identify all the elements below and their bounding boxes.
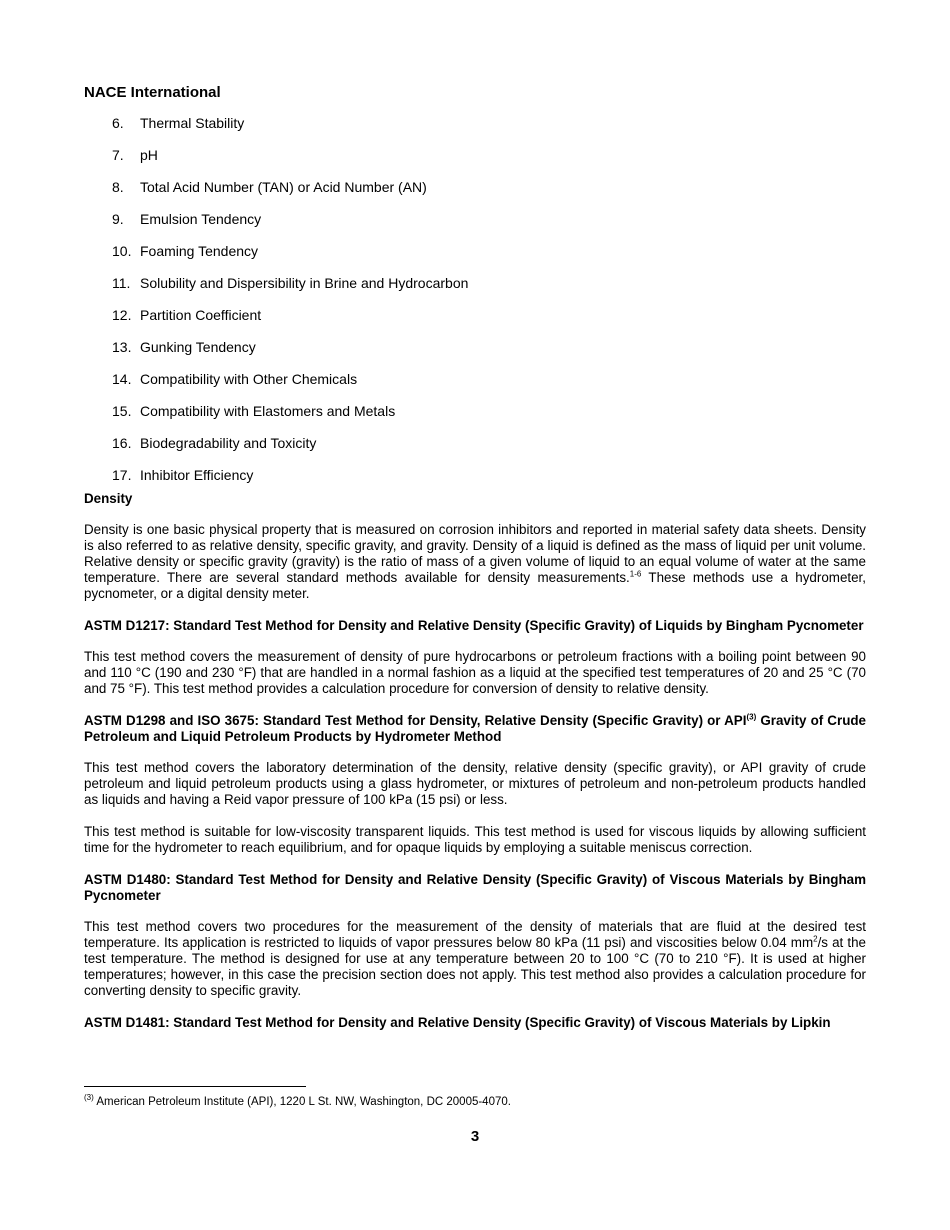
list-item: 6. Thermal Stability — [112, 115, 245, 131]
section-title-density: Density — [84, 491, 133, 506]
list-item: 7. pH — [112, 147, 158, 163]
page-number: 3 — [470, 1128, 480, 1145]
footnote: $^{(3)}$ American Petroleum Institute (API), 1220 L St. NW, Washington, DC 20005-4070. — [84, 1093, 511, 1108]
list-item: 15. Compatibility with Elastomers and Metals — [112, 403, 396, 419]
property-list — [84, 115, 866, 491]
footnote-marker: (3) — [746, 712, 757, 722]
d1217-paragraph: This test method covers the measurement of density of pure hydrocarbons or petroleum fractions with a boiling point between 90 and 110 °C (190 and 230 °F) that are handled in a normal fashion as a liquid at the specified test temperatures of 20 and 25 °C (70 and 75 °F). This test method provides a calculation procedure for conversion of density to relative density. — [84, 649, 866, 696]
list-item: 14. Compatibility with Other Chemicals — [112, 371, 358, 387]
d1298-paragraph-2: This test method is suitable for low-viscosity transparent liquids. This test method is used for viscous liquids by allowing sufficient time for the hydrometer to reach equilibrium, and for opaque liquids by employing a suitable meniscus correction. — [84, 824, 866, 855]
d1298-paragraph-1: This test method covers the laboratory determination of the density, relative density (specific gravity), or API gravity of crude petroleum and liquid petroleum products using a glass hydrometer, or mixtures of petroleum and non-petroleum products handled as liquids and having a Reid vapor pressure of 100 kPa (15 psi) or less. — [84, 760, 866, 807]
list-item: 12. Partition Coefficient — [112, 307, 262, 323]
section-title-d1217: ASTM D1217: Standard Test Method for Density and Relative Density (Specific Gravity) of Liquids by Bingham Pycnometer — [84, 618, 864, 633]
list-item: 13. Gunking Tendency — [112, 339, 256, 355]
density-paragraph: Density is one basic physical property that is measured on corrosion inhibitors and reported in material safety data sheets. Density is also referred to as relative density, specific gravity, and gravity. Density of a liquid is defined as the mass of liquid per unit volume. Relative density or specific gravity (gravity) is the ratio of mass of a given volume of liquid to an equal volume of water at the same temperature. There are several standard methods available for density measurements.$^{1-6}$ These methods use a hydrometer, pycnometer, or a digital density meter. — [84, 522, 866, 601]
section-title-d1298: ASTM D1298 and ISO 3675: Standard Test Method for Density, Relative Density (Specific Gravity) or API$^{(3)}$ Gravity of Crude Petroleum and Liquid Petroleum Products by Hydrometer Method — [84, 712, 866, 744]
document-header: NACE International — [84, 84, 221, 101]
list-item: 9. Emulsion Tendency — [112, 211, 262, 227]
list-item: 17. Inhibitor Efficiency — [112, 467, 254, 483]
list-item: 11. Solubility and Dispersibility in Brine and Hydrocarbon — [112, 275, 469, 291]
list-item: 16. Biodegradability and Toxicity — [112, 435, 317, 451]
page-content — [84, 84, 866, 1046]
list-item: 8. Total Acid Number (TAN) or Acid Number (AN) — [112, 179, 427, 195]
section-title-d1480: ASTM D1480: Standard Test Method for Density and Relative Density (Specific Gravity) of Viscous Materials by Bingham Pycnometer — [84, 872, 866, 903]
list-item: 10. Foaming Tendency — [112, 243, 259, 259]
footnote-divider — [84, 1086, 306, 1087]
section-title-d1481: ASTM D1481: Standard Test Method for Density and Relative Density (Specific Gravity) of Viscous Materials by Lipkin — [84, 1015, 831, 1030]
d1480-paragraph: This test method covers two procedures for the measurement of the density of materials that are fluid at the desired test temperature. Its application is restricted to liquids of vapor pressures below 80 kPa (11 psi) and viscosities below 0.04 $mm^2/s$ at the test temperature. The method is designed for use at any temperature between 20 to 100 °C (70 to 210 °F). It is used at higher temperatures; however, in this case the precision section does not apply. This test method also provides a calculation procedure for converting density to specific gravity. — [84, 919, 866, 998]
reference-superscript: 1-6 — [629, 569, 642, 579]
